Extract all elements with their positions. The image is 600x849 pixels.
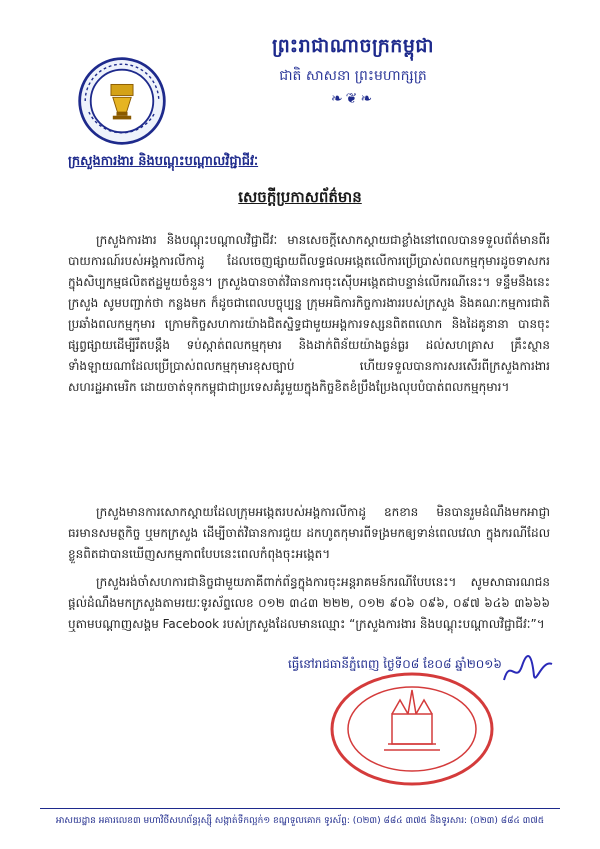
kingdom-title: ព្រះរាជាណាចក្រកម្ពុជា xyxy=(272,35,434,57)
footer-address: អាសយដ្ឋាន អគារលេខ៣ មហាវិថីសហព័ន្ធរុស្ស៊ី សង្កាត់ទឹកល្អក់១ ខណ្ឌទួលគោក ទូរស័ព្ទ: (០២៣) ៨៨៤ ៣៧៥ និងទូរសារ: (០២៣) ៨៨៤ ៣៧៥ xyxy=(55,816,545,826)
paragraph-3: ក្រសួងរង់ចាំសហការជានិច្ចជាមួយភាគីពាក់ព័ន្ធក្នុងការចុះអន្តរាគមន៍ករណីបែបនេះ។ សូមសាធារណជនផ្តល់ដំណឹងមកក្រសួងតាមរយៈទូរស័ព្ទលេខ ០១២ ៣៤៣ ២២២, ០១២ ៩០៦ ០៩៦, ០៩៧ ៦៤៦ ៣៦៦៦ ឬតាមបណ្តាញសង្គម Facebook របស់ក្រសួងដែលមានឈ្មោះ “ក្រសួងការងារ និងបណ្តុះបណ្តាលវិជ្ជាជីវៈ”។ xyxy=(68,575,550,631)
signature-icon xyxy=(498,650,558,690)
paragraph-2: ក្រសួងមានការសោកស្តាយដែលក្រុមអង្កេតរបស់អង្គការលីកាដូ ឧកខាន មិនបានរួមដំណឹងមកអាជ្ញាធរមានសមត្ថកិច្ច ឬមកក្រសួង ដើម្បីចាត់វិធានការជួយ ដកហូតកុមារពីទង្រមកឲ្យទាន់ពេលវេលា ក្នុងករណីដែលខ្លួនពិតជាបានឃើញសកម្មភាពបែបនេះពេលកំពុងចុះអង្កេត។ xyxy=(68,505,550,561)
official-seal-icon xyxy=(328,670,496,788)
ministry-emblem-icon xyxy=(76,55,168,147)
kingdom-header xyxy=(218,34,488,107)
date-line: ធ្វើនៅរាជធានីភ្នំពេញ ថ្ងៃទី០៨ ខែ០៨ ឆ្នាំ២០១៦ xyxy=(288,657,502,671)
footer-divider xyxy=(40,808,560,809)
kingdom-motto: ជាតិ សាសនា ព្រះមហាក្សត្រ xyxy=(279,68,427,84)
ministry-name: ក្រសួងការងារ និងបណ្តុះបណ្តាលវិជ្ជាជីវៈ xyxy=(68,154,259,169)
paragraph-1: ក្រសួងការងារ និងបណ្តុះបណ្តាលវិជ្ជាជីវៈ មានសេចក្តីសោកស្តាយជាខ្លាំងនៅពេលបានទទួលព័ត៌មានពីរបាយការណ៍របស់អង្គការលីកាដូ ដែលចេញផ្សាយពីលទ្ធផលអង្កេតលើការប្រើប្រាស់ពលកម្មកុមារដូចទាសករ ក្នុងសិប្បកម្មផលិតឥដ្ឋមួយចំនួន។ ក្រសួងបានចាត់វិធានការចុះស៊ើបអង្កេតជាបន្ទាន់លើករណីនេះ។ ទន្ទឹមនឹងនេះក្រសួង សូមបញ្ជាក់ថា កន្លងមក ក៏ដូចជាពេលបច្ចុប្បន្ន ក្រុមអធិការកិច្ចការងាររបស់ក្រសួង និងគណៈកម្មការជាតិប្រឆាំងពលកម្មកុមារ ក្រោមកិច្ចសហការយ៉ាងជិតស្និទ្ធជាមួយអង្គការទស្សនពិតពលោក និងដៃគូនានា បានចុះផ្សព្វផ្សាយដើម្បីរឹតបន្តឹង ទប់ស្កាត់ពលកម្មកុមារ និងដាក់ពិន័យយ៉ាងធ្ងន់ធ្ងរ ដល់សហគ្រាស គ្រឹះស្ថានទាំងឡាយណាដែលប្រើប្រាស់ពលកម្មកុមារខុសច្បាប់ ហើយទទួលបានការសរសើរពីក្រសួងការងារសហរដ្ឋអាមេរិក ដោយចាត់ទុកកម្ពុជាជាប្រទេសគំរូមួយក្នុងកិច្ចខិតខំប្រឹងប្រែងលុបបំបាត់ពលកម្មកុមារ។ xyxy=(68,233,550,394)
header-ornament: ❧❦❧ xyxy=(330,91,376,107)
document-title: សេចក្តីប្រកាសព័ត៌មាន xyxy=(238,188,362,206)
